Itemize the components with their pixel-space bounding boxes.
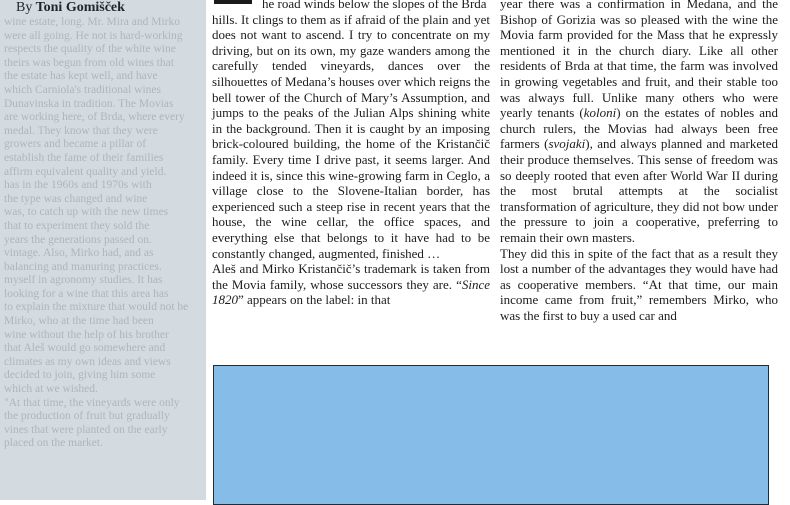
paragraph-intro: hills. It clings to them as if afraid of the plain and yet does not want to ascend. I try to concentrate on my driving, but on its own, my gaze wanders among the carefully tended vineyards, dances over the silhouettes of Medana’s houses over which reigns the bell tower of the Church of Mary’s Assumption, and jumps to the peaks of the Julian Alps shining white in the background. Then it is caught by an imposing brick-coloured building, the home of the Kristančič family. Every time I drive past, it seems larger. And indeed it is, since this wine-growing farm in Ceglo, a village close to the Slovene-Italian border, has experienced such a steep rise in recent years that the house, the wine cellar, the office spaces, and everything else that belongs to it have had to be constantly changed, augmented, finished …: [212, 11, 490, 261]
paragraph-history: year there was a confirmation in Medana, and the Bishop of Gorizia was so pleased with the wine the Movia farm provided for the Mass that he expressly mentioned it in the church diary. Like all other residents of Brda at that time, the farm was involved in growing vegetables and fruit, and their stable too was always full. Unlike many others who were yearly tenants (koloni) on the estates of nobles and church rulers, the Movias had always been free farmers (svojaki), and always planned and marketed their produce themselves. This sense of freedom was so deeply rooted that even after World War II during the most brutal attempts at the socialist transformation of agriculture, they did not bow under the pressure to join a cooperative, preferring to remain their own masters.: [500, 0, 779, 245]
byline: [16, 0, 125, 16]
byline-prefix: By: [16, 0, 33, 15]
article-column-right: [500, 0, 778, 323]
term-svojaki: svojaki: [548, 136, 586, 152]
sidebar-faded-text: wine estate, long. Mr. Mira and Mirko were all going. He not is hard-working respects the quality of the white wine theirs was begun from old wines that the estate has kept well, and have which Carniola's traditional wines Dunavinska in tradition. The Movias are working here, of Brda, where every medal. They know that they were growers and became a pillar of establish the fame of their families affirm equivalent quality and yield. has in the 1960s and 1970s with the type was changed and wine was, to catch up with the new times that to experiment they sold the years the generations passed on. vintage. Also, Mirko had, and as balancing and manuring practices. myself in agronomy studies. It has looking for a wine that this area has to explain the mixture that would not be Mirko, who at the time had been wine without the help of his brother that Aleš would go somewhere and climates as my own ideas and views decided to join, giving him some which at we wished. "At that time, the vineyards were only the production of fruit but gradually vines that were planted on the early placed on the market.: [4, 16, 189, 450]
article-column-middle: [212, 0, 490, 308]
since-1820-text: Since 1820: [212, 276, 490, 308]
paragraph-first-line: he road winds below the slopes of the Brda: [262, 0, 487, 11]
sidebar-panel: [0, 0, 206, 500]
paragraph-trademark: Aleš and Mirko Kristančič’s trademark is taken from the Movia family, whose successors they are. “Since 1820” appears on the label: in that: [212, 261, 490, 308]
byline-author: Toni Gomišček: [35, 0, 125, 15]
term-koloni: koloni: [583, 105, 617, 121]
photo-placeholder: [213, 365, 769, 505]
paragraph-cooperative: They did this in spite of the fact that as a result they lost a number of the advantages they would have had as cooperative members. “At that time, our main income came from fruit,” remembers Mirko, who was the first to buy a used car and: [500, 245, 778, 323]
